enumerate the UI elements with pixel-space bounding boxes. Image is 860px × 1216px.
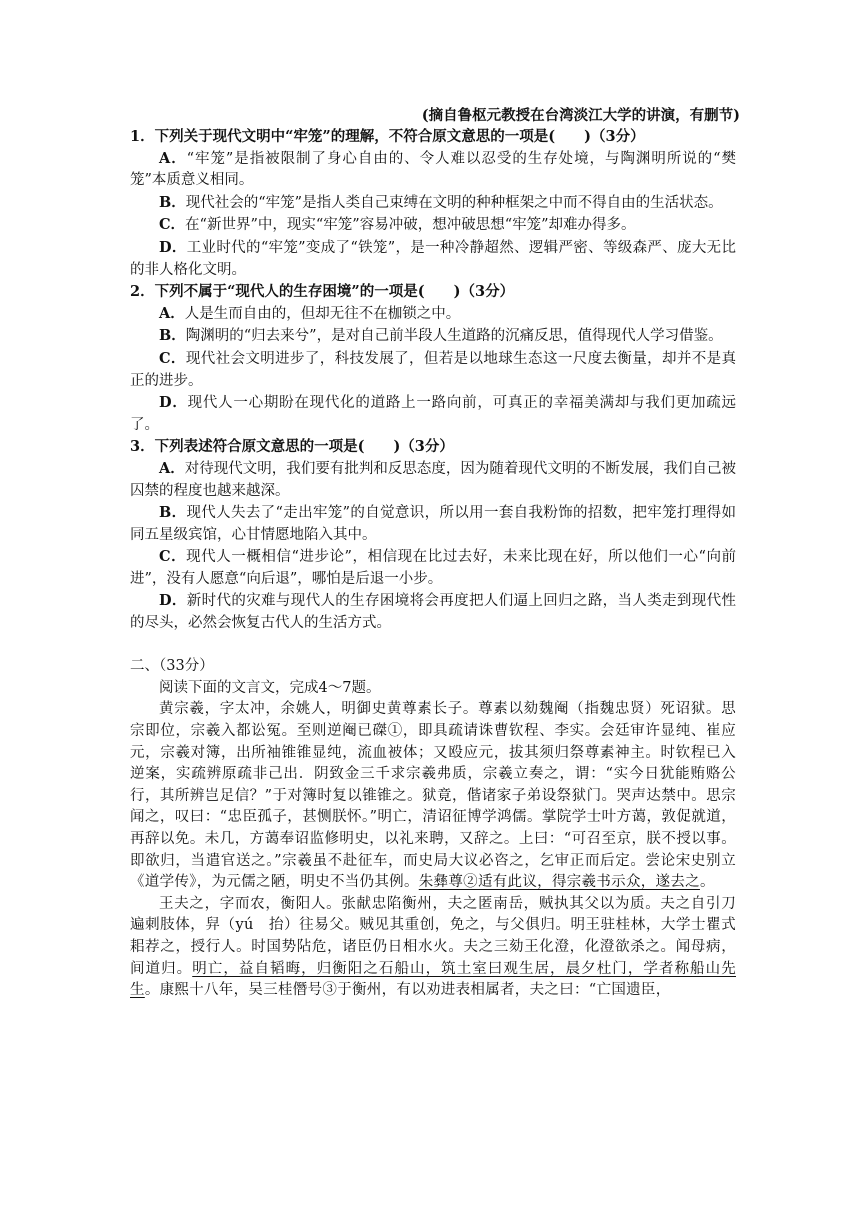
question-stem: 3．下列表述符合原文意思的一项是( )（3分） bbox=[130, 438, 454, 456]
option-label: A． bbox=[159, 304, 185, 322]
question-stem: 1．下列关于现代文明中“牢笼”的理解，不符合原文意思的一项是( )（3分） bbox=[130, 128, 645, 145]
answer-option bbox=[130, 392, 736, 436]
option-text: 现代人一心期盼在现代化的道路上一路向前，可真正的幸福美满却与我们更加疏远了。 bbox=[130, 395, 737, 433]
document-body bbox=[130, 126, 736, 1002]
answer-option bbox=[130, 237, 736, 281]
classical-passage-huang bbox=[130, 699, 736, 893]
option-text: 现代社会文明进步了，科技发展了，但若是以地球生态这一尺度去衡量，却并不是真正的进步。 bbox=[130, 350, 737, 389]
option-label: C． bbox=[159, 216, 186, 234]
option-label: C． bbox=[159, 548, 187, 566]
passage-text: 黄宗羲，字太冲，余姚人，明御史黄尊素长子。尊素以劾魏阉（指魏忠贤）死诏狱。思宗即位，宗羲入都讼冤。至则逆阉已磔①，即具疏请诛曹钦程、李实。会廷审许显纯、崔应元，宗羲对簿，出所袖锥锥显纯，流血被体；又殴应元，拔其须归祭尊素神主。时钦程已入逆案，实疏辨原疏非己出．阴致金三千求宗羲弗质，宗羲立奏之，谓：“实今日犹能贿赂公行，其所辨岂足信？”于对簿时复以锥锥之。狱竟，偕诸家子弟设祭狱门。哭声达禁中。思宗闻之，叹曰：“忠臣孤子，甚恻朕怀。”明亡，清诏征博学鸿儒。掌院学士叶方蔼，敦促就道，再辞以免。未几，方蔼奉诏监修明史，以礼来聘，又辞之。上曰：“可召至京，朕不授以事。即欲归，当遣官送之。”宗羲虽不赴征车，而史局大议必咨之，乞审正而后定。尝论宋史别立《道学传》，为元儒之陋，明史不当仍其例。 bbox=[130, 701, 736, 891]
answer-option bbox=[130, 502, 736, 546]
option-text: 现代社会的“牢笼”是指人类自己束缚在文明的种种框架之中而不得自由的生活状态。 bbox=[185, 194, 723, 211]
option-text: 在“新世界”中，现实“牢笼”容易冲破，想冲破思想“牢笼”却难办得多。 bbox=[185, 217, 636, 234]
option-label: B． bbox=[159, 327, 186, 345]
answer-option bbox=[130, 590, 736, 634]
option-label: D． bbox=[159, 394, 188, 412]
answer-option bbox=[130, 192, 736, 215]
option-text: “牢笼”是指被限制了身心自由的、令人难以忍受的生存处境，与陶渊明所说的“樊笼”本质意义相同。 bbox=[130, 150, 736, 189]
answer-option bbox=[130, 458, 736, 502]
passage-text: 。康熙十八年，吴三桂僭号③于衡州，有以劝进表相属者，夫之曰：“亡国遗臣， bbox=[144, 982, 671, 999]
answer-option bbox=[130, 214, 736, 237]
option-text: 对待现代文明，我们要有批判和反思态度，因为随着现代文明的不断发展，我们自己被囚禁的程度也越来越深。 bbox=[130, 460, 736, 499]
option-label: A． bbox=[159, 149, 187, 167]
option-label: D． bbox=[159, 592, 187, 610]
answer-option bbox=[130, 325, 736, 348]
option-text: 人是生而自由的，但却无往不在枷锁之中。 bbox=[184, 305, 461, 322]
section-heading: 二、（33分） bbox=[130, 658, 214, 675]
option-text: 新时代的灾难与现代人的生存困境将会再度把人们逼上回归之路，当人类走到现代性的尽头，必然会恢复古代人的生活方式。 bbox=[130, 593, 736, 632]
option-text: 陶渊明的“归去来兮”，是对自己前半段人生道路的沉痛反思，值得现代人学习借鉴。 bbox=[185, 328, 723, 345]
option-label: B． bbox=[159, 193, 186, 211]
option-label: B． bbox=[159, 504, 187, 522]
classical-passage-wang bbox=[130, 894, 736, 1002]
source-note: (摘自鲁枢元教授在台湾淡江大学的讲演，有删节) bbox=[421, 107, 740, 124]
section-instruction: 阅读下面的文言文，完成4～7题。 bbox=[159, 679, 381, 696]
spacer bbox=[130, 635, 736, 657]
answer-option bbox=[130, 303, 736, 326]
option-text: 现代人失去了“走出牢笼”的自觉意识，所以用一套自我粉饰的招数，把牢笼打理得如同五星级宾馆，心甘情愿地陷入其中。 bbox=[130, 505, 736, 543]
underlined-sentence: 明亡，益自韬晦，归衡阳之石船山，筑土室曰观生居，晨夕杜门，学者称船山先生 bbox=[130, 960, 736, 999]
underlined-sentence: 朱彝尊②适有此议，得宗羲书示众，遂去之 bbox=[418, 874, 700, 891]
option-text: 现代人一概相信“进步论”，相信现在比过去好，未来比现在好，所以他们一心“向前进”，没有人愿意“向后退”，哪怕是后退一小步。 bbox=[130, 549, 736, 587]
option-text: 工业时代的“牢笼”变成了“铁笼”，是一种冷静超然、逻辑严密、等级森严、庞大无比的非人格化文明。 bbox=[130, 239, 736, 278]
answer-option bbox=[130, 148, 736, 192]
option-label: A． bbox=[159, 459, 185, 477]
option-label: C． bbox=[159, 349, 186, 367]
answer-option bbox=[130, 546, 736, 590]
option-label: D． bbox=[159, 238, 187, 256]
question-stem: 2．下列不属于“现代人的生存困境”的一项是( )（3分） bbox=[130, 283, 515, 301]
passage-text: 王夫之，字而农，衡阳人。张献忠陷衡州，夫之匿南岳，贼执其父以为质。夫之自引刀遍刺肢体，舁（yú 抬）往易父。贼见其重创，免之，与父俱归。明王驻桂林，大学士瞿式耜荐之，授行人。时国势阽危，诸臣仍日相水火。夫之三劾王化澄，化澄欲杀之。闻母病，间道归。 bbox=[130, 895, 736, 977]
answer-option bbox=[130, 348, 736, 392]
passage-text: 。 bbox=[699, 874, 715, 891]
